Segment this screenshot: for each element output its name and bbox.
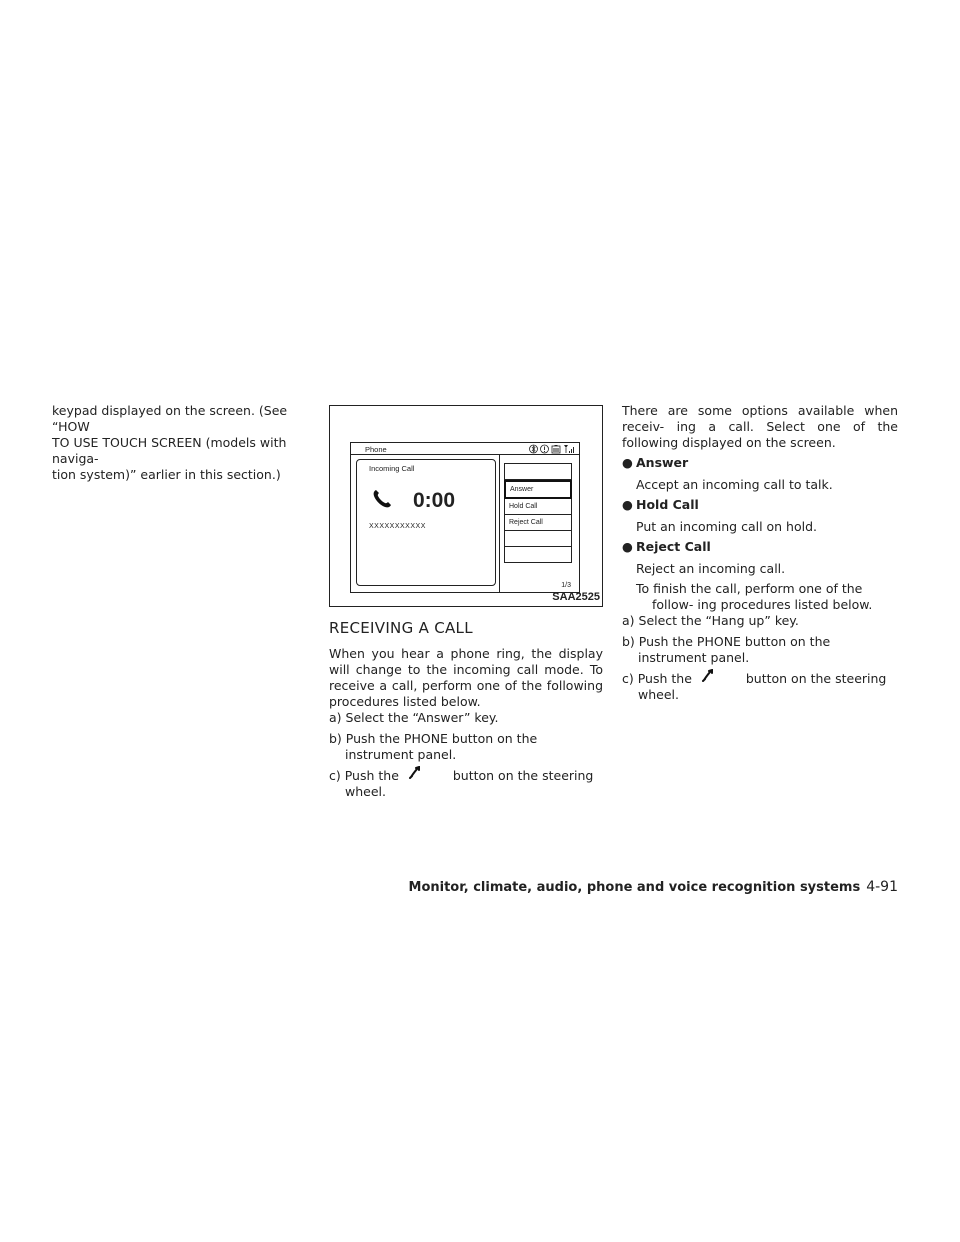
phone-screen-figure [329, 405, 603, 607]
bullet-dot: ● [622, 455, 633, 470]
bullet-dot: ● [622, 539, 633, 554]
bullet-hold [622, 497, 898, 513]
call-timer: 0:00 [413, 489, 456, 512]
steering-phone-icon [403, 768, 449, 782]
continued-text-line-1: keypad displayed on the screen. (See “HOW [52, 403, 288, 434]
bullet-answer-desc: Accept an incoming call to talk. [636, 477, 833, 492]
left-column [52, 403, 307, 483]
bullet-hold-title: Hold Call [636, 497, 699, 512]
steering-phone-icon [696, 671, 742, 685]
phone-handset-icon [371, 488, 393, 510]
status-bar [529, 444, 575, 457]
bullet-answer-title: Answer [636, 455, 689, 470]
option-empty-top [504, 463, 572, 480]
bullet-dot: ● [622, 497, 633, 512]
panel-divider [499, 455, 500, 592]
bullet-reject-desc: Reject an incoming call. [636, 561, 786, 576]
finish-step-a: a) Select the “Hang up” key. [622, 613, 799, 628]
finish-step-b: b) Push the PHONE button on the instrument panel. [622, 634, 831, 665]
figure-code: SAA2525 [552, 591, 600, 603]
option-empty-2 [504, 547, 572, 563]
battery-icon [551, 444, 561, 457]
caller-id: XXXXXXXXXXX [369, 523, 426, 530]
finish-call-text: To finish the call, perform one of the follow- ing procedures listed below. [636, 581, 873, 612]
title-divider [351, 454, 579, 455]
call-options-list [504, 463, 572, 563]
bullet-answer [622, 455, 898, 471]
bullet-reject-title: Reject Call [636, 539, 711, 554]
receive-step-a: a) Select the “Answer” key. [329, 710, 499, 725]
signal-icon [563, 444, 575, 457]
option-empty-1 [504, 531, 572, 547]
receiving-intro: When you hear a phone ring, the display will change to the incoming call mode. To receive a call, perform one of the following procedures listed below. [329, 646, 603, 709]
alert-icon [540, 444, 549, 457]
screen-title: Phone [365, 445, 387, 454]
finish-step-c [622, 671, 898, 703]
receive-step-c-pre: c) Push the [329, 768, 399, 783]
receive-step-c [329, 768, 603, 800]
bullet-reject [622, 539, 898, 555]
hold-call-button[interactable]: Hold Call [504, 499, 572, 515]
continued-text-line-2: TO USE TOUCH SCREEN (models with naviga- [52, 435, 287, 466]
phone-screen [350, 442, 580, 593]
receive-step-b: b) Push the PHONE button on the instrument panel. [329, 731, 538, 762]
incoming-call-panel [356, 459, 496, 586]
bluetooth-icon [529, 444, 538, 457]
page-footer [409, 879, 898, 896]
footer-section-title: Monitor, climate, audio, phone and voice recognition systems [408, 880, 861, 895]
page-number: 4-91 [866, 879, 898, 895]
continued-text-line-3: tion system)” earlier in this section.) [52, 467, 281, 482]
receive-step-c-post: button on the steering wheel. [345, 768, 594, 799]
right-column [622, 403, 898, 703]
finish-step-c-post: button on the steering wheel. [638, 671, 887, 702]
page-indicator: 1/3 [561, 582, 571, 589]
bullet-hold-desc: Put an incoming call on hold. [636, 519, 818, 534]
options-intro: There are some options available when receiv- ing a call. Select one of the following displayed on the screen. [622, 403, 898, 450]
answer-button[interactable]: Answer [504, 480, 572, 499]
section-heading: RECEIVING A CALL [329, 619, 473, 637]
incoming-call-label: Incoming Call [369, 464, 415, 473]
reject-call-button[interactable]: Reject Call [504, 515, 572, 531]
finish-step-c-pre: c) Push the [622, 671, 692, 686]
middle-column [329, 403, 603, 800]
